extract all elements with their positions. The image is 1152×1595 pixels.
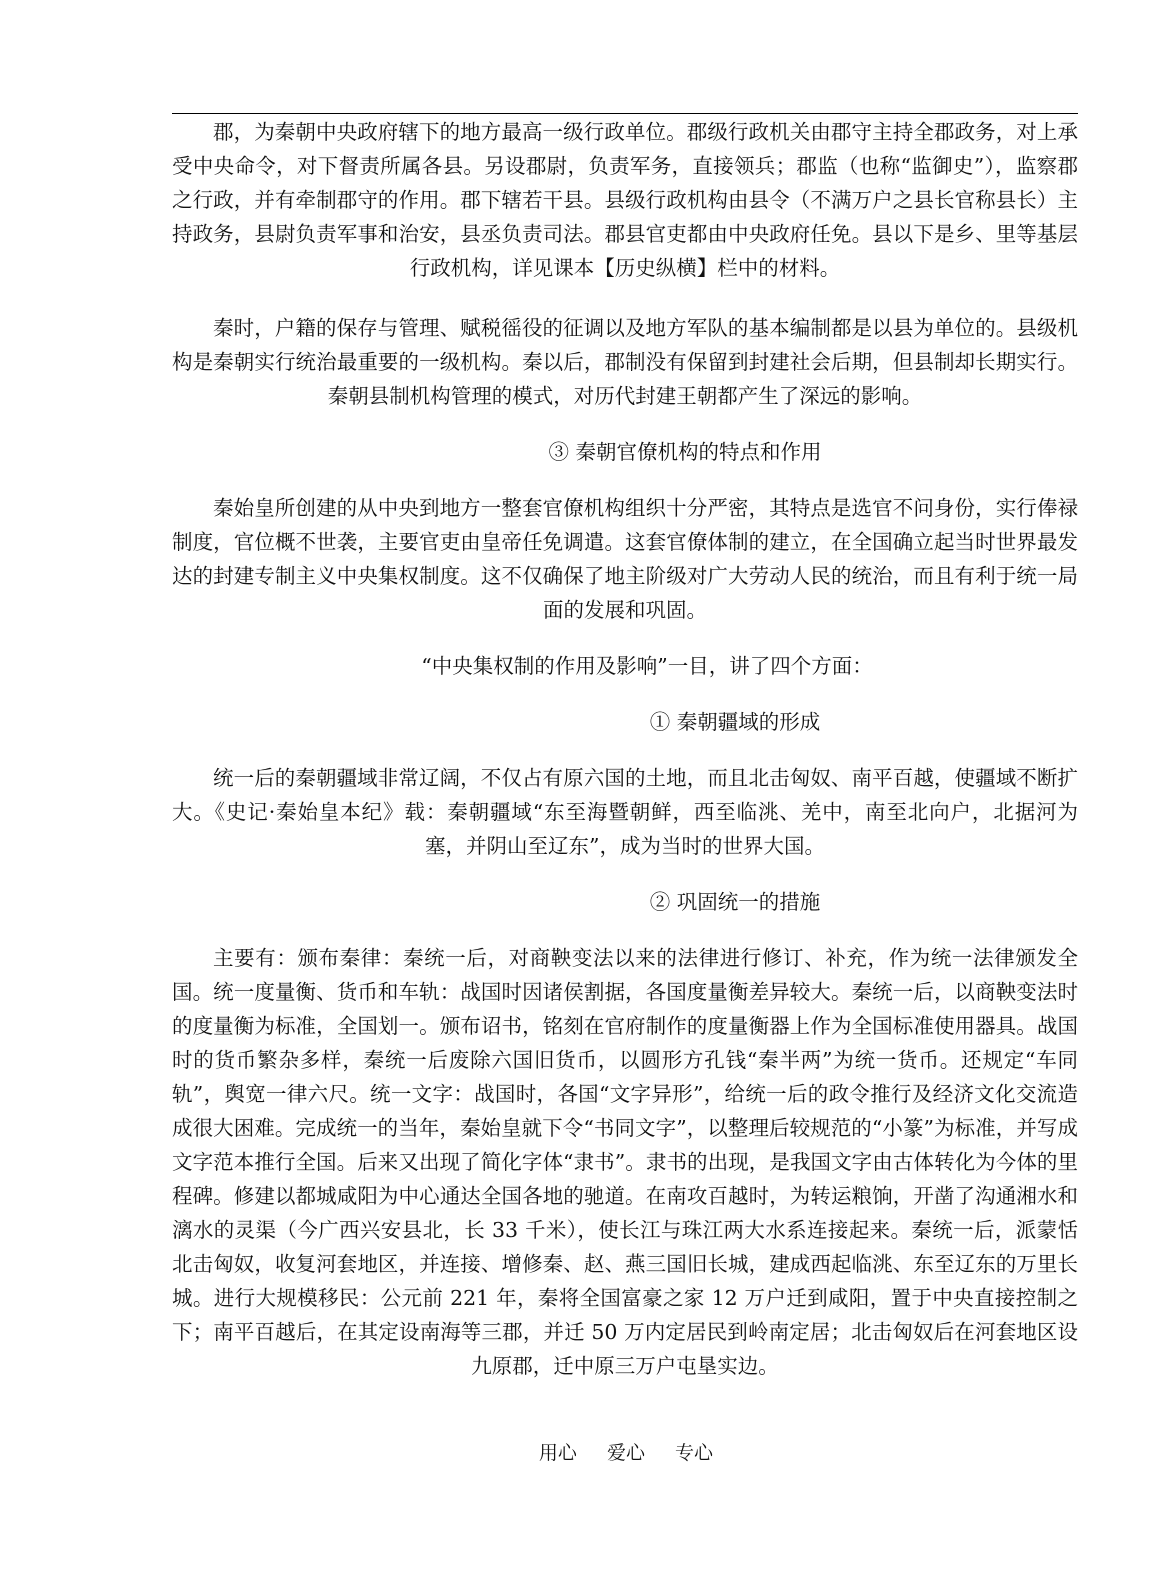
page-content <box>172 115 1078 1383</box>
page-footer <box>0 1438 1152 1468</box>
section-intro-centralization: “中央集权制的作用及影响”一目，讲了四个方面： <box>421 654 873 678</box>
footer-text-1: 用心 <box>538 1442 577 1464</box>
section-heading-measures: ② 巩固统一的措施 <box>649 890 821 914</box>
section-heading-bureaucracy: ③ 秦朝官僚机构的特点和作用 <box>548 440 822 464</box>
section-heading-territory: ① 秦朝疆域的形成 <box>649 710 821 734</box>
footer-text-3: 专心 <box>675 1442 714 1464</box>
footer-text-2: 爱心 <box>606 1442 645 1464</box>
paragraph-county-system: 秦时，户籍的保存与管理、赋税徭役的征调以及地方军队的基本编制都是以县为单位的。县级机构是秦朝实行统治最重要的一级机构。秦以后，郡制没有保留到封建社会后期，但县制却长期实行。秦朝县制机构管理的模式，对历代封建王朝都产生了深远的影响。 <box>172 316 1078 408</box>
paragraph-commandery: 郡，为秦朝中央政府辖下的地方最高一级行政单位。郡级行政机关由郡守主持全郡政务，对上承受中央命令，对下督责所属各县。另设郡尉，负责军务，直接领兵；郡监（也称“监御史”），监察郡之行政，并有牵制郡守的作用。郡下辖若干县。县级行政机构由县令（不满万户之县长官称县长）主持政务，县尉负责军事和治安，县丞负责司法。郡县官吏都由中央政府任免。县以下是乡、里等基层行政机构，详见课本【历史纵横】栏中的材料。 <box>172 120 1078 280</box>
paragraph-territory: 统一后的秦朝疆域非常辽阔，不仅占有原六国的土地，而且北击匈奴、南平百越，使疆域不断扩大。《史记·秦始皇本纪》载：秦朝疆域“东至海暨朝鲜，西至临洮、羌中，南至北向户，北据河为塞，并阴山至辽东”，成为当时的世界大国。 <box>172 766 1078 858</box>
header-rule <box>172 113 1078 114</box>
paragraph-measures: 主要有：颁布秦律：秦统一后，对商鞅变法以来的法律进行修订、补充，作为统一法律颁发全国。统一度量衡、货币和车轨：战国时因诸侯割据，各国度量衡差异较大。秦统一后，以商鞅变法时的度量衡为标准，全国划一。颁布诏书，铭刻在官府制作的度量衡器上作为全国标准使用器具。战国时的货币繁杂多样，秦统一后废除六国旧货币，以圆形方孔钱“秦半两”为统一货币。还规定“车同轨”，舆宽一律六尺。统一文字：战国时，各国“文字异形”，给统一后的政令推行及经济文化交流造成很大困难。完成统一的当年，秦始皇就下令“书同文字”，以整理后较规范的“小篆”为标准，并写成文字范本推行全国。后来又出现了简化字体“隶书”。隶书的出现，是我国文字由古体转化为今体的里程碑。修建以都城咸阳为中心通达全国各地的驰道。在南攻百越时，为转运粮饷，开凿了沟通湘水和漓水的灵渠（今广西兴安县北，长 33 千米），使长江与珠江两大水系连接起来。秦统一后，派蒙恬北击匈奴，收复河套地区，并连接、增修秦、赵、燕三国旧长城，建成西起临洮、东至辽东的万里长城。进行大规模移民：公元前 221 年，秦将全国富豪之家 12 万户迁到咸阳，置于中央直接控制之下；南平百越后，在其定设南海等三郡，并迁 50 万内定居民到岭南定居；北击匈奴后在河套地区设九原郡，迁中原三万户屯垦实边。 <box>172 946 1078 1378</box>
paragraph-bureaucracy: 秦始皇所创建的从中央到地方一整套官僚机构组织十分严密，其特点是选官不问身份，实行俸禄制度，官位概不世袭，主要官吏由皇帝任免调遣。这套官僚体制的建立，在全国确立起当时世界最发达的封建专制主义中央集权制度。这不仅确保了地主阶级对广大劳动人民的统治，而且有利于统一局面的发展和巩固。 <box>172 496 1078 622</box>
